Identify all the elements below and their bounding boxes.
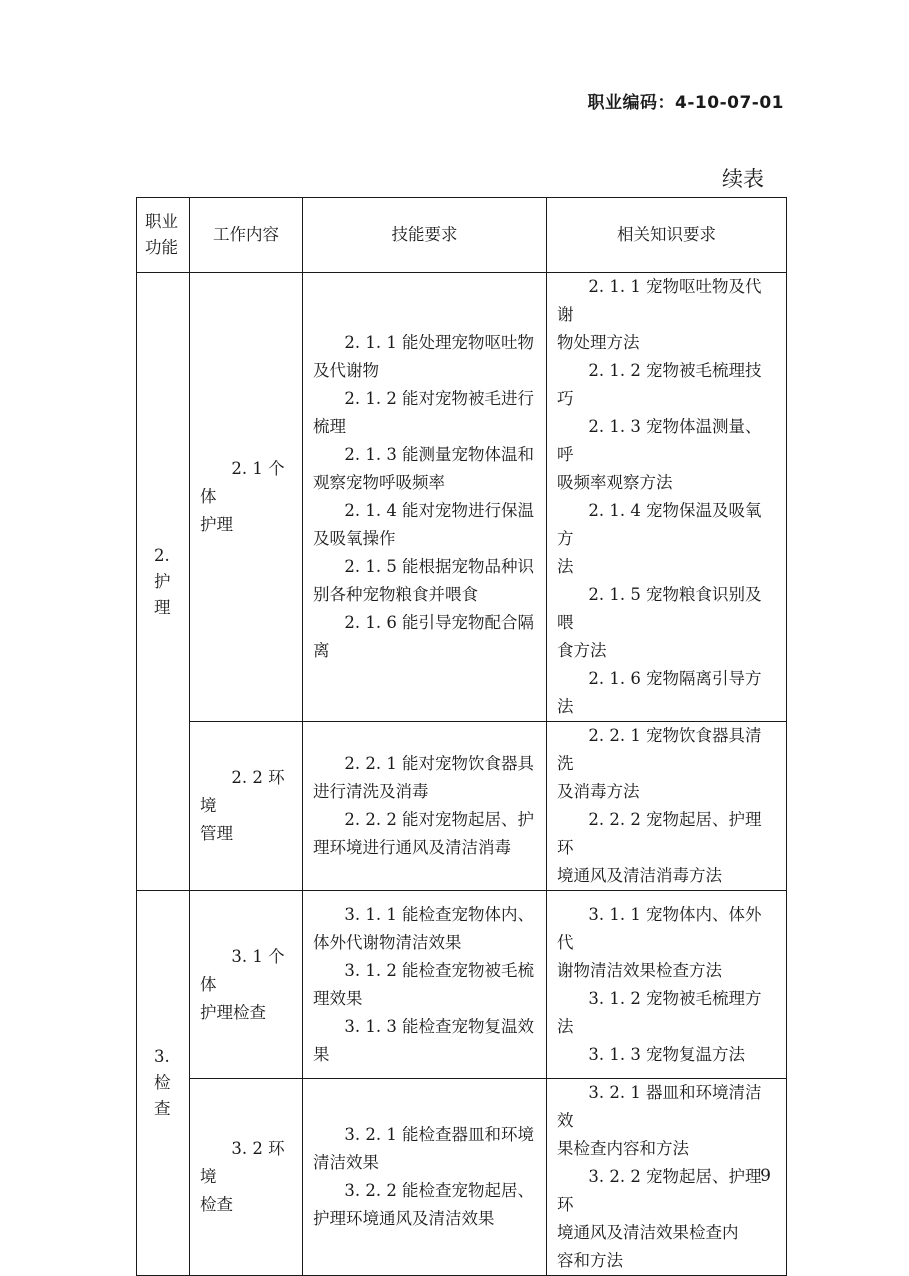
table-row [137, 722, 787, 891]
table-row [137, 273, 787, 722]
knowledge-line: 2. 1. 6 宠物隔离引导方法 [557, 669, 762, 716]
knowledge-line: 容和方法 [557, 1251, 623, 1270]
skill-line: 2. 1. 2 能对宠物被毛进行 [344, 389, 535, 408]
work-line: 管理 [200, 824, 233, 843]
knowledge-line: 2. 1. 1 宠物呕吐物及代谢 [557, 277, 762, 324]
skills-table [136, 197, 787, 1276]
knowledge-line: 3. 1. 3 宠物复温方法 [588, 1044, 746, 1064]
skill-line: 2. 1. 6 能引导宠物配合隔 [344, 613, 535, 632]
header-skill: 技能要求 [303, 198, 547, 273]
work-line: 护理检查 [200, 1002, 266, 1022]
knowledge-cell [547, 1079, 787, 1276]
page-number: 9 [760, 1166, 771, 1186]
knowledge-line: 谢物清洁效果检查方法 [557, 960, 722, 980]
skill-line: 护理环境通风及清洁效果 [313, 1209, 495, 1228]
skill-line: 3. 2. 1 能检查器皿和环境 [344, 1125, 535, 1144]
skill-cell [303, 722, 547, 891]
work-line: 2. 1 个体 [200, 459, 285, 506]
skill-line: 2. 2. 2 能对宠物起居、护 [344, 810, 535, 829]
skill-line: 2. 1. 5 能根据宠物品种识 [344, 557, 535, 576]
work-line: 3. 2 环境 [200, 1139, 285, 1186]
skill-line: 2. 1. 1 能处理宠物呕吐物 [344, 333, 535, 352]
skill-line: 清洁效果 [313, 1153, 379, 1172]
table-row [137, 891, 787, 1079]
work-cell [190, 891, 303, 1079]
function-line: 查 [154, 1099, 171, 1118]
work-line: 2. 2 环境 [200, 768, 285, 815]
knowledge-cell [547, 273, 787, 722]
function-line: 护 [154, 571, 171, 591]
knowledge-line: 食方法 [557, 641, 607, 660]
skill-line: 果 [313, 1044, 330, 1064]
skill-line: 理环境进行通风及清洁消毒 [313, 838, 511, 857]
knowledge-line: 物处理方法 [557, 333, 640, 352]
skill-line: 进行清洗及消毒 [313, 782, 429, 801]
skill-line: 2. 1. 3 能测量宠物体温和 [344, 445, 535, 464]
knowledge-line: 2. 1. 5 宠物粮食识别及喂 [557, 585, 762, 632]
skill-cell [303, 273, 547, 722]
table-header-row [137, 198, 787, 273]
table-row [137, 1079, 787, 1276]
skill-line: 3. 1. 3 能检查宠物复温效 [344, 1016, 535, 1036]
function-line: 检 [154, 1073, 171, 1092]
skill-line: 2. 1. 4 能对宠物进行保温 [344, 501, 535, 520]
knowledge-line: 3. 2. 2 宠物起居、护理环 [557, 1167, 762, 1214]
knowledge-line: 3. 1. 2 宠物被毛梳理方法 [557, 988, 762, 1036]
skill-line: 3. 2. 2 能检查宠物起居、 [344, 1181, 535, 1200]
knowledge-line: 3. 1. 1 宠物体内、体外代 [557, 904, 762, 952]
header-func-line: 功能 [145, 238, 178, 257]
knowledge-line: 境通风及清洁消毒方法 [557, 866, 722, 885]
skill-line: 3. 1. 2 能检查宠物被毛梳 [344, 960, 535, 980]
function-line: 2. [154, 545, 170, 565]
work-cell [190, 1079, 303, 1276]
work-line: 3. 1 个体 [200, 946, 285, 994]
knowledge-line: 2. 1. 2 宠物被毛梳理技巧 [557, 361, 762, 408]
header-func [137, 198, 190, 273]
function-line: 3. [154, 1047, 170, 1066]
header-work: 工作内容 [190, 198, 303, 273]
header-know: 相关知识要求 [547, 198, 787, 273]
work-cell [190, 722, 303, 891]
skill-line: 梳理 [313, 417, 346, 436]
skill-line: 及吸氧操作 [313, 529, 396, 548]
knowledge-line: 境通风及清洁效果检查内 [557, 1223, 739, 1242]
occupation-code: 职业编码：4-10-07-01 [587, 93, 784, 113]
header-func-line: 职业 [145, 212, 178, 231]
work-line: 护理 [200, 515, 233, 534]
knowledge-line: 2. 2. 2 宠物起居、护理环 [557, 810, 762, 857]
function-line: 理 [154, 597, 171, 617]
knowledge-cell [547, 722, 787, 891]
work-cell [190, 273, 303, 722]
skill-line: 2. 2. 1 能对宠物饮食器具 [344, 754, 535, 773]
function-cell-care [137, 273, 190, 891]
knowledge-line: 3. 2. 1 器皿和环境清洁效 [557, 1083, 762, 1130]
knowledge-line: 2. 1. 4 宠物保温及吸氧方 [557, 501, 762, 548]
skill-line: 体外代谢物清洁效果 [313, 932, 462, 952]
knowledge-line: 法 [557, 557, 574, 576]
skill-cell [303, 891, 547, 1079]
skill-line: 观察宠物呼吸频率 [313, 473, 445, 492]
skill-line: 离 [313, 641, 330, 660]
skill-line: 3. 1. 1 能检查宠物体内、 [344, 904, 535, 924]
continued-label: 续表 [722, 167, 764, 191]
knowledge-line: 果检查内容和方法 [557, 1139, 689, 1158]
knowledge-cell [547, 891, 787, 1079]
knowledge-line: 2. 2. 1 宠物饮食器具清洗 [557, 726, 762, 773]
knowledge-line: 及消毒方法 [557, 782, 640, 801]
work-line: 检查 [200, 1195, 233, 1214]
skill-line: 理效果 [313, 988, 363, 1008]
function-cell-inspection [137, 891, 190, 1276]
knowledge-line: 2. 1. 3 宠物体温测量、呼 [557, 417, 762, 464]
skill-line: 别各种宠物粮食并喂食 [313, 585, 478, 604]
skill-line: 及代谢物 [313, 361, 379, 380]
skill-cell [303, 1079, 547, 1276]
knowledge-line: 吸频率观察方法 [557, 473, 673, 492]
